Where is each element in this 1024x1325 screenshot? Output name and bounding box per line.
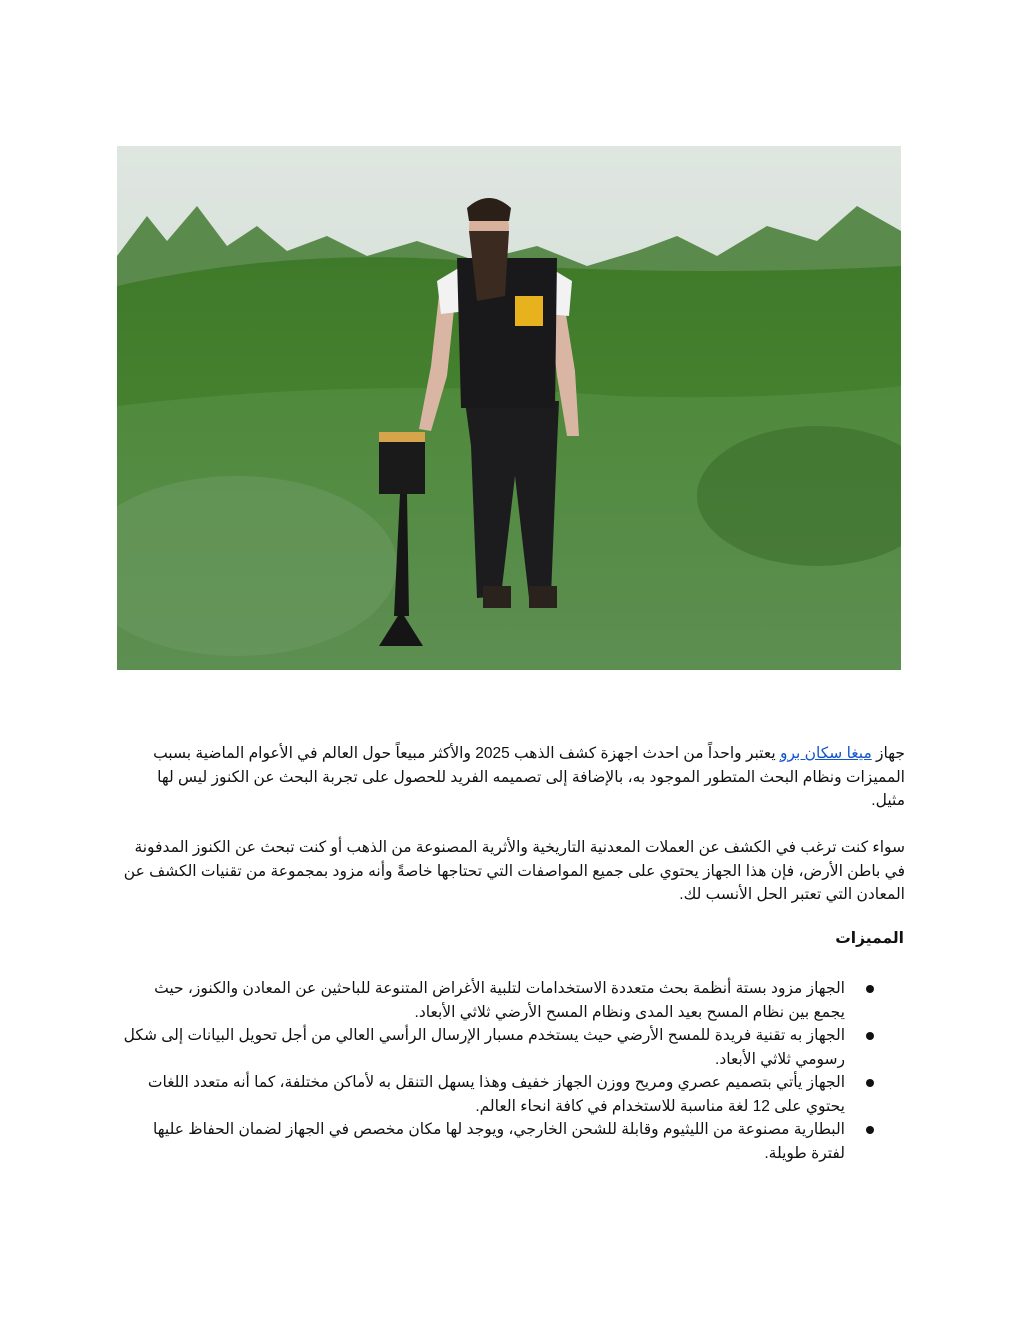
feature-text: البطارية مصنوعة من الليثيوم وقابلة للشحن الخارجي، ويوجد لها مكان مخصص في الجهاز لضمان الحفاظ عليها لفترة طويلة. — [153, 1121, 845, 1162]
intro-text-start: جهاز — [871, 745, 905, 762]
product-link[interactable]: ميغا سكان برو — [779, 745, 872, 762]
feature-text: الجهاز يأتي بتصميم عصري ومريح ووزن الجهاز خفيف وهذا يسهل التنقل به لأماكن مختلفة، كما أنه متعدد اللغات يحتوي على 12 لغة مناسبة للاستخدام في كافة انحاء العالم. — [147, 1074, 845, 1115]
intro-text-rest: يعتبر واحداً من احدث اجهزة كشف الذهب 2025 والأكثر مبيعاً حول العالم في الأعوام الماضية بسبب المميزات ونظام البحث المتطور الموجود به، بالإضافة إلى تصميمه الفريد للحصول على تجربة البحث عن الكنوز ليس لها مثيل. — [153, 745, 905, 809]
bullet-icon — [866, 1126, 874, 1134]
bullet-icon — [866, 1079, 874, 1087]
feature-item — [120, 1118, 905, 1165]
feature-item — [120, 1024, 905, 1071]
bullet-icon — [866, 1032, 874, 1040]
hero-photo — [117, 146, 901, 670]
description-paragraph: سواء كنت ترغب في الكشف عن العملات المعدنية التاريخية والأثرية المصنوعة من الذهب أو كنت تبحث عن الكنوز المدفونة في باطن الأرض، فإن هذا الجهاز يحتوي على جميع المواصفات التي تحتاجها خاصةً وأنه مزود بمجموعة من تقنيات الكشف عن المعادن التي تعتبر الحل الأنسب لك. — [123, 839, 905, 903]
bullet-icon — [866, 985, 874, 993]
man-with-detector-photo — [117, 146, 901, 670]
feature-text: الجهاز به تقنية فريدة للمسح الأرضي حيث يستخدم مسبار الإرسال الرأسي العالي من أجل تحويل البيانات إلى شكل رسومي ثلاثي الأبعاد. — [123, 1027, 845, 1068]
features-list — [120, 977, 905, 1165]
intro-paragraph — [120, 742, 905, 813]
feature-text: الجهاز مزود بستة أنظمة بحث متعددة الاستخدامات لتلبية الأغراض المتنوعة للباحثين عن المعادن والكنوز، حيث يجمع بين نظام المسح بعيد المدى ونظام المسح الأرضي ثلاثي الأبعاد. — [154, 980, 845, 1021]
feature-item — [120, 1071, 905, 1118]
feature-item — [120, 977, 905, 1024]
features-heading: المميزات — [835, 930, 904, 947]
